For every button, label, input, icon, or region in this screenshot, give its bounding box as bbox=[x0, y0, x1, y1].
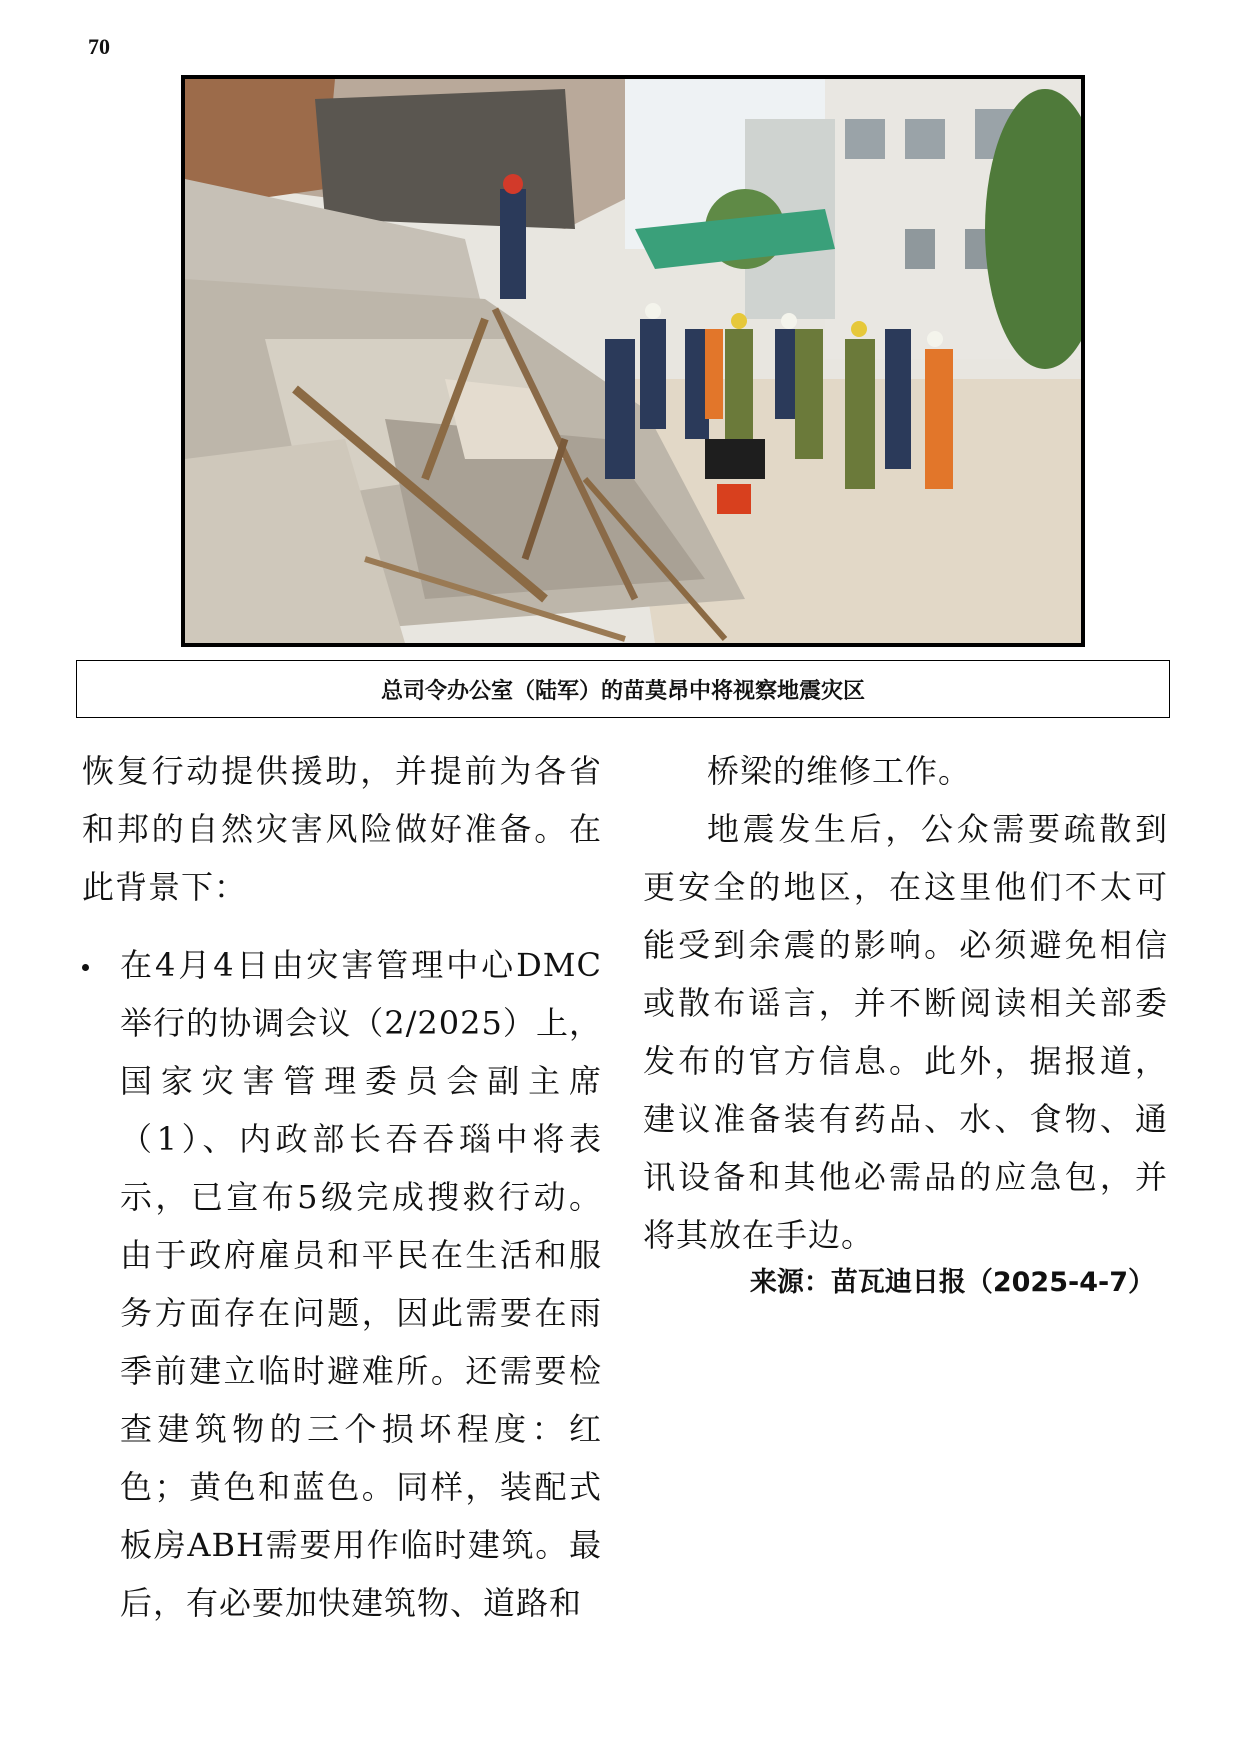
source-citation: 来源：苗瓦迪日报（2025-4-7） bbox=[749, 1267, 1155, 1298]
left-column bbox=[82, 742, 602, 1632]
continuation-paragraph: 桥梁的维修工作。 bbox=[707, 752, 972, 790]
intro-paragraph: 恢复行动提供援助，并提前为各省和邦的自然灾害风险做好准备。在此背景下： bbox=[82, 752, 602, 906]
photo-caption: 总司令办公室（陆军）的苗莫昂中将视察地震灾区 bbox=[76, 660, 1170, 718]
page-number: 70 bbox=[88, 34, 110, 59]
evacuation-paragraph: 地震发生后，公众需要疏散到更安全的地区，在这里他们不太可能受到余震的影响。必须避免相信或散布谣言，并不断阅读相关部委发布的官方信息。此外，据报道，建议准备装有药品、水、食物、通讯设备和其他必需品的应急包，并将其放在手边。 bbox=[643, 810, 1168, 1254]
bullet-item-coordination-meeting bbox=[82, 936, 602, 1632]
photo-illustration bbox=[185, 79, 1081, 643]
bullet-icon bbox=[82, 964, 89, 971]
earthquake-inspection-photo bbox=[181, 75, 1085, 647]
bullet-text: 在4月4日由灾害管理中心DMC举行的协调会议（2/2025）上，国家灾害管理委员会副主席（1）、内政部长吞吞瑙中将表示，已宣布5级完成搜救行动。由于政府雇员和平民在生活和服务方面存在问题，因此需要在雨季前建立临时避难所。还需要检查建筑物的三个损坏程度：红色；黄色和蓝色。同样，装配式板房ABH需要用作临时建筑。最后，有必要加快建筑物、道路和 bbox=[120, 946, 602, 1622]
right-column bbox=[643, 742, 1168, 1264]
